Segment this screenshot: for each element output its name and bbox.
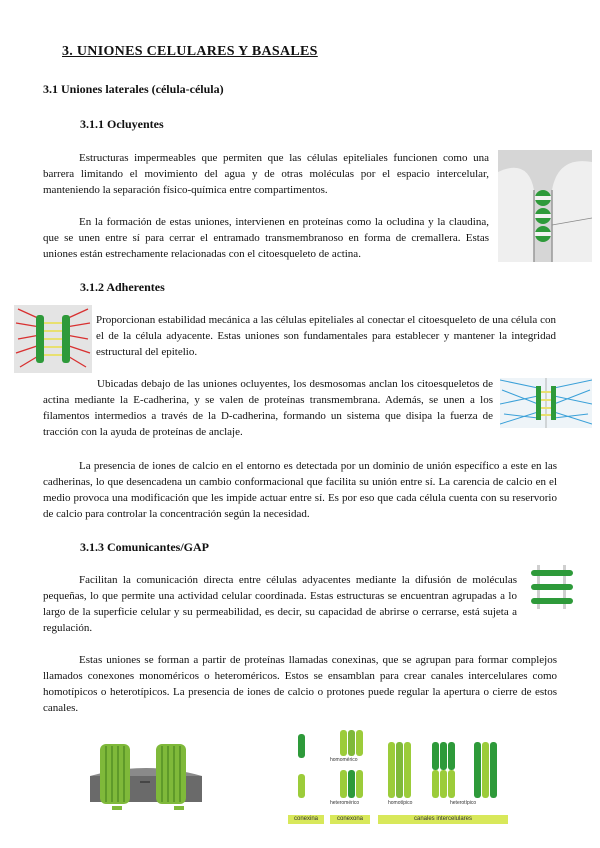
heading-adherentes: 3.1.2 Adherentes — [80, 280, 165, 294]
paragraph-comunicantes-1: Facilitan la comunicación directa entre células adyacentes mediante la difusión de moléculas pequeñas, lo que permite una actividad celular coordinada. Estas estructuras se encuentran agrupadas a lo largo de la superficie celular y su permeabilidad, es decir, su capacidad de abrirse o cerrarse, está sujeta a regulación. — [43, 574, 517, 634]
paragraph-adherentes-3: La presencia de iones de calcio en el entorno es detectada por un dominio de unión específico a este en las cadherinas, lo que desencadena un cambio conformacional que facilita su unión entre sí. La carencia de calcio en el medio provoca una modificación que les impide actuar entre sí. Es por eso que cada célula cuenta con su reservorio de calcio para controlar la concentración según la necesidad. — [43, 460, 557, 520]
heading-comunicantes: 3.1.3 Comunicantes/GAP — [80, 540, 209, 554]
label-heterotipico: heterotípico — [450, 800, 477, 806]
paragraph-adherentes-2: Ubicadas debajo de las uniones ocluyentes, los desmosomas anclan los citoesqueletos de actina mediante la E-cadherina, y se valen de proteínas transmembrana. Además, se unen a los filamentos intermedios a través de la D-cadherina, formando un sistema que disipa la fuerza de tracción con la ayuda de proteínas de anclaje. — [43, 378, 493, 438]
paragraph-ocluyentes-1: Estructuras impermeables que permiten que las células epiteliales funcionen como una barrera limitando el movimiento del agua y de otras moléculas por el espacio intercelular, manteniendo la separación físico-química entre compartimentos. — [43, 152, 489, 196]
bar-conexona: conexona — [330, 815, 370, 824]
label-homomerico: homomérico — [330, 757, 358, 763]
bar-conexina: conexina — [288, 815, 324, 824]
paragraph-comunicantes-2: Estas uniones se forman a partir de proteínas llamadas conexinas, que se agrupan para formar complejos llamados conexones monoméricos o heteroméricos. Estos se ensamblan para crear canales intercelulares como homotípicos o heterotípicos. La presencia de iones de calcio o protones puede regular la apertura o cierre de estos canales. — [43, 654, 557, 714]
bar-canales: canales intercelulares — [378, 815, 508, 824]
paragraph-ocluyentes-2: En la formación de estas uniones, intervienen en proteínas como la ocludina y la claudina, que se unen entre sí para cerrar el entramado transmembranoso en forma de cremallera. Estas uniones están estrechamente relacionadas con el citoesqueleto de actina. — [43, 216, 489, 260]
adherens-junction-illustration — [14, 305, 92, 373]
label-heteromerico: heteromérico — [330, 800, 360, 806]
subsection-title: 3.1 Uniones laterales (célula-célula) — [43, 82, 224, 96]
desmosome-illustration — [500, 378, 592, 428]
paragraph-adherentes-1: Proporcionan estabilidad mecánica a las células epiteliales al conectar el citoesqueleto de una célula con el de la célula adyacente. Estas uniones son fundamentales para establecer y mantener la integridad estructural del epitelio. — [96, 314, 556, 358]
label-homotipico: homotípico — [388, 800, 413, 806]
connexon-membrane-illustration — [90, 740, 202, 824]
gap-junction-illustration — [527, 565, 577, 609]
section-title: 3. UNIONES CELULARES Y BASALES — [62, 44, 318, 59]
heading-ocluyentes: 3.1.1 Ocluyentes — [80, 117, 164, 131]
connexin-diagram — [288, 728, 508, 806]
tight-junction-illustration — [498, 150, 592, 262]
